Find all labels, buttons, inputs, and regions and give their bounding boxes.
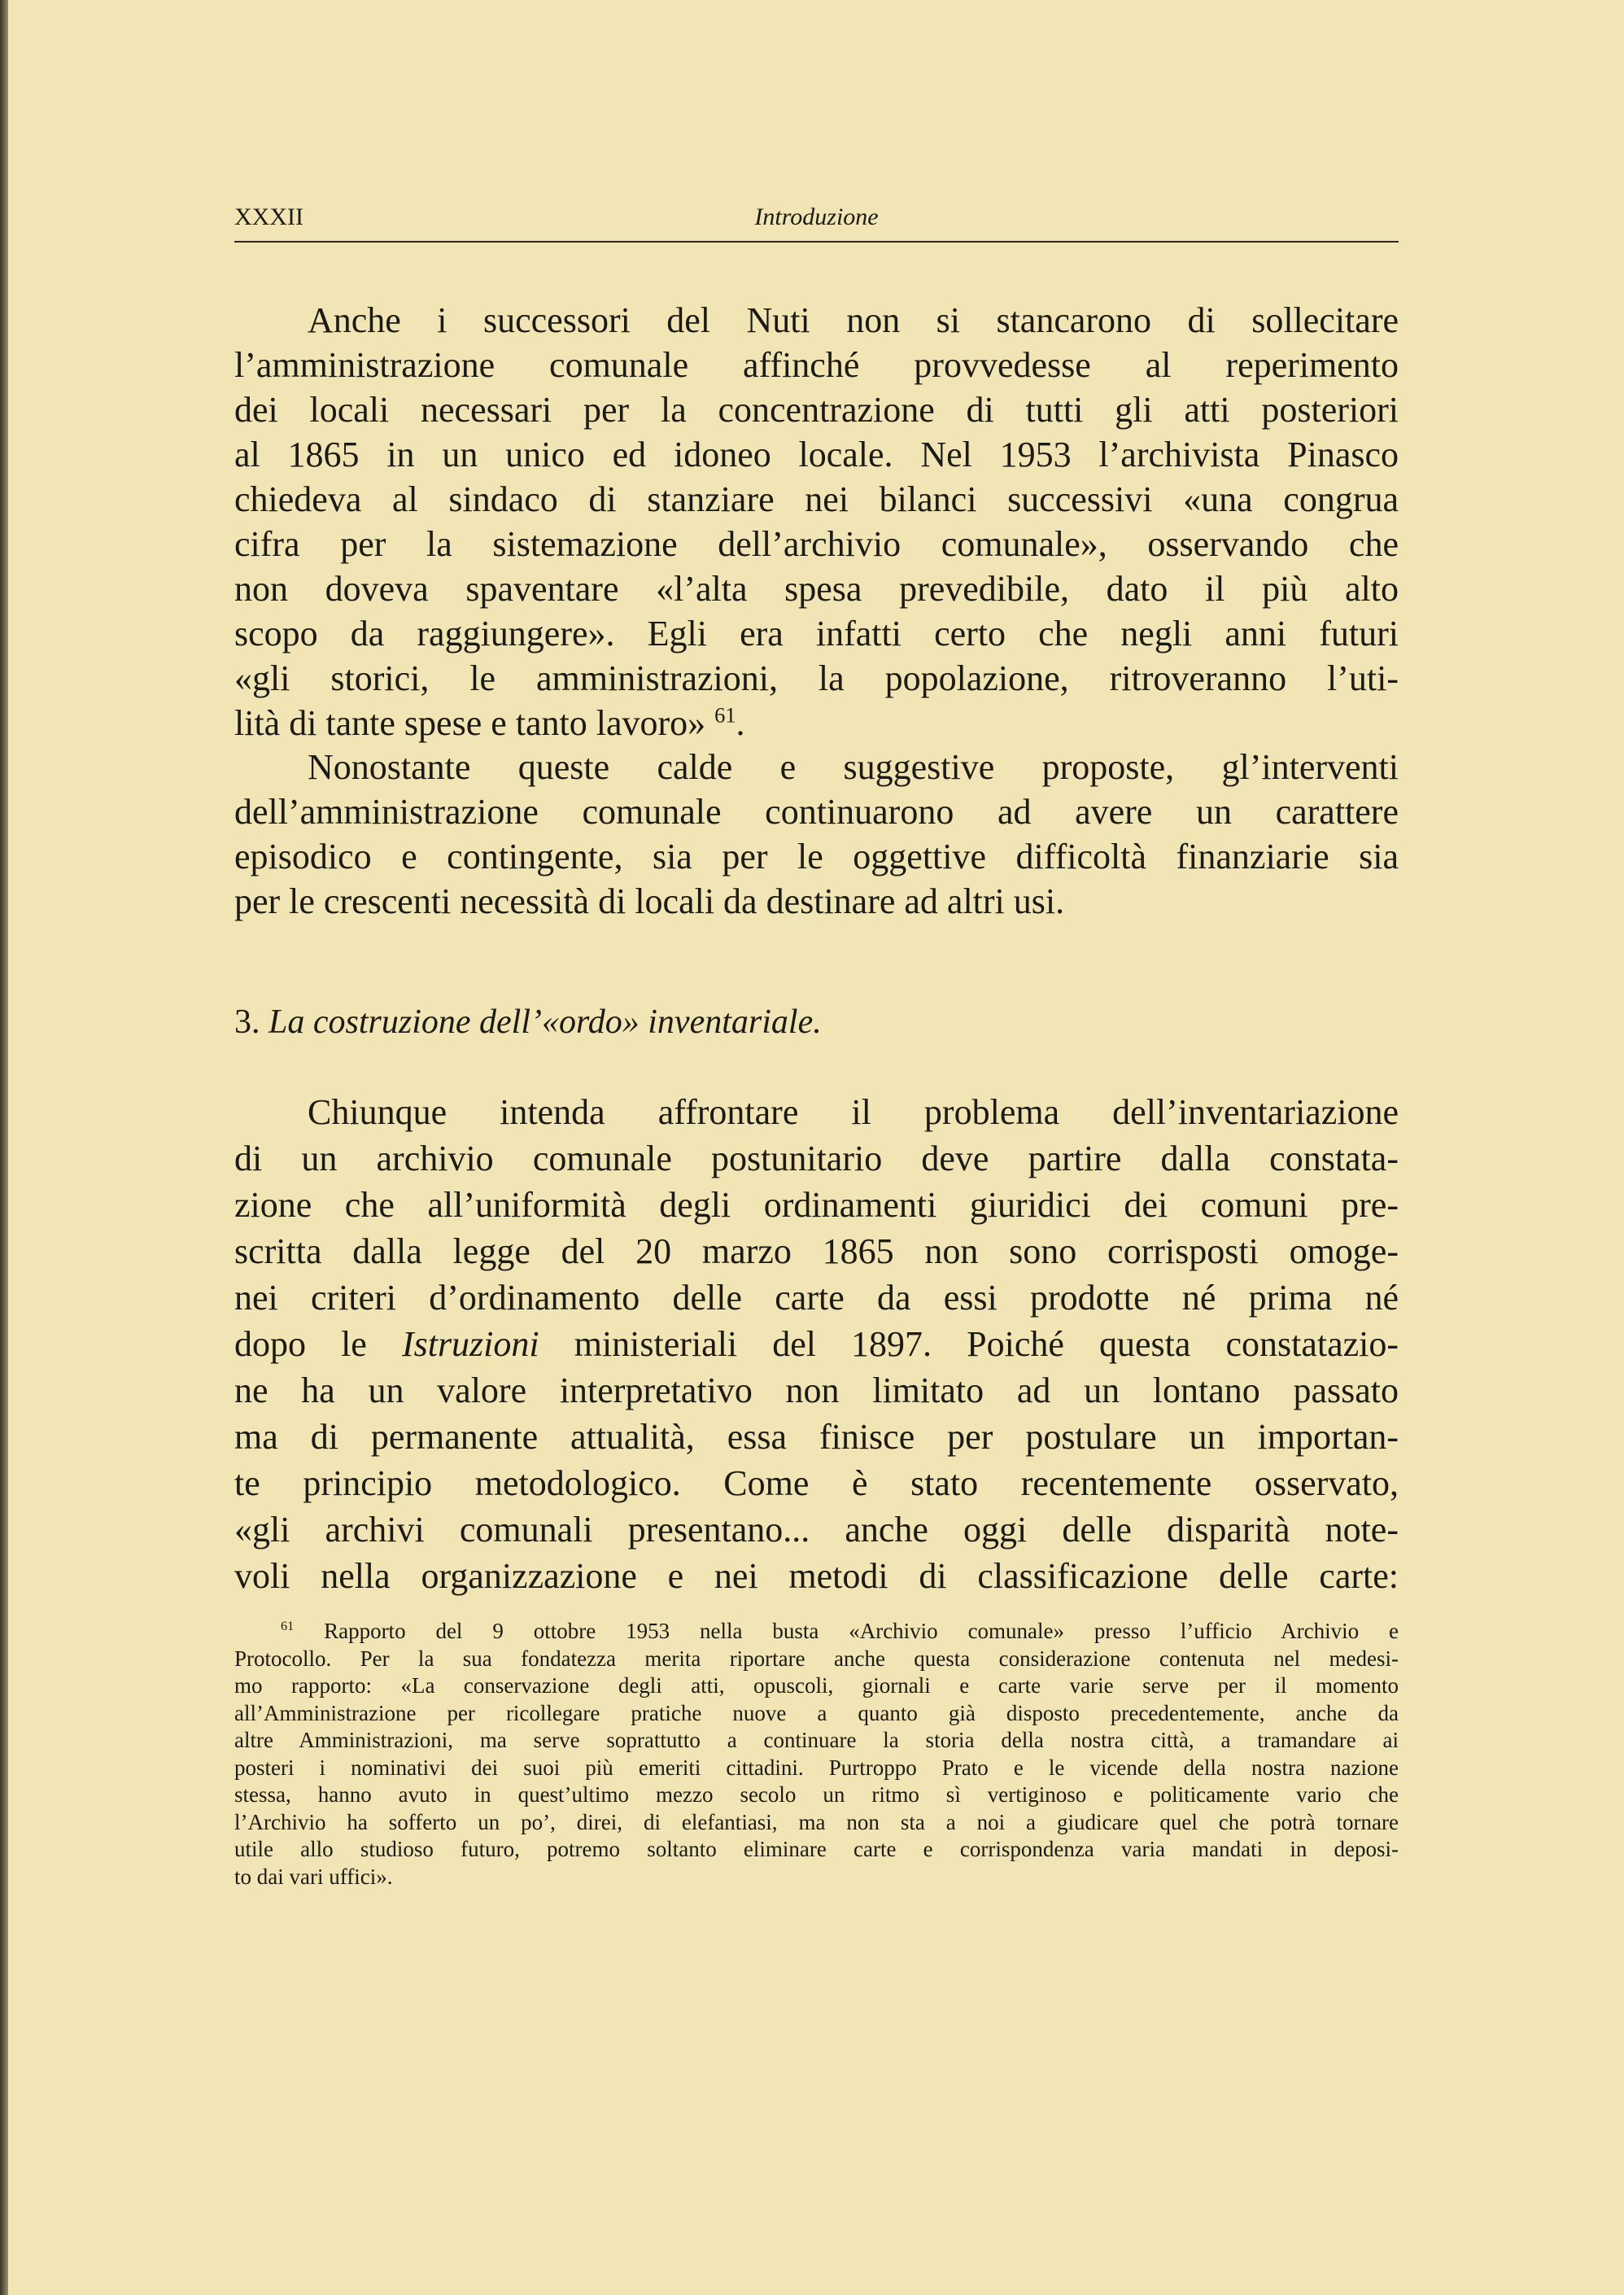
text-line: lità di tante spese e tanto lavoro» $^{61}$. [234,702,745,743]
text-line: posteri i nominativi dei suoi più emeriti cittadini. Purtroppo Prato e le vicende della nostra nazione [234,1755,1399,1780]
text-line: Anche i successori del Nuti non si stancarono di sollecitare [308,300,1399,340]
paragraph-1 [234,298,1399,745]
running-header [234,203,1399,236]
text-line: nei criteri d’ordinamento delle carte da essi prodotte né prima né [234,1278,1399,1318]
text-line: Chiunque intenda affrontare il problema dell’inventariazione [308,1092,1399,1132]
text-line: to dai vari uffici». [234,1864,393,1889]
text-line: non doveva spaventare «l’alta spesa prevedibile, dato il più alto [234,569,1399,609]
text-line: utile allo studioso futuro, potremo soltanto eliminare carte e corrispondenza varia mandati in deposi- [234,1837,1399,1861]
text-line: l’Archivio ha sofferto un po’, direi, di elefantiasi, ma non sta a noi a giudicare quel che potrà tornare [234,1809,1399,1834]
text-line: scritta dalla legge del 20 marzo 1865 non sono corrisposti omoge- [234,1231,1399,1271]
text-line: voli nella organizzazione e nei metodi di classificazione delle carte: [234,1556,1399,1596]
text-line: per le crescenti necessità di locali da destinare ad altri usi. [234,881,1065,921]
text-line: episodico e contingente, sia per le oggettive difficoltà finanziarie sia [234,837,1399,876]
text-line: «gli storici, le amministrazioni, la popolazione, ritroveranno l’uti- [234,658,1399,698]
text-line: l’amministrazione comunale affinché provvedesse al reperimento [234,345,1399,385]
text-line: mo rapporto: «La conservazione degli atti, opuscoli, giornali e carte varie serve per il momento [234,1673,1399,1698]
footnote-number: 61 [281,1619,295,1633]
text-line: ma di permanente attualità, essa finisce per postulare un importan- [234,1417,1399,1457]
text-line: ne ha un valore interpretativo non limitato ad un lontano passato [234,1370,1399,1410]
text-line [234,1321,1399,1367]
paragraph-3 [234,1089,1399,1599]
text-line: di un archivio comunale postunitario deve partire dalla constata- [234,1139,1399,1178]
text-line: dell’amministrazione comunale continuarono ad avere un carattere [234,792,1399,832]
text-line: te principio metodologico. Come è stato recentemente osservato, [234,1463,1399,1503]
text-line: Nonostante queste calde e suggestive proposte, gl’interventi [308,747,1399,787]
text-line: Protocollo. Per la sua fondatezza merita riportare anche questa considerazione contenuta nel medesi- [234,1646,1399,1671]
section-number: 3. [234,1003,260,1041]
text-line: altre Amministrazioni, ma serve soprattutto a continuare la storia della nostra città, a tramandare ai [234,1728,1399,1752]
text-line: all’Amministrazione per ricollegare pratiche nuove a quanto già disposto precedentemente, anche da [234,1700,1399,1725]
footnote-reference[interactable]: 61 [714,702,736,728]
text-line: cifra per la sistemazione dell’archivio comunale», osservando che [234,524,1399,564]
paragraph-2 [234,745,1399,924]
text-fragment: Rapporto del 9 ottobre 1953 nella busta «Archivio comunale» presso l’ufficio Archivio e [324,1619,1399,1643]
footnote-61 [234,1618,1399,1891]
italic-term: Istruzioni [401,1324,539,1364]
text-line: chiedeva al sindaco di stanziare nei bilanci successivi «una congrua [234,479,1399,519]
text-line [234,1618,1399,1646]
text-line: dei locali necessari per la concentrazione di tutti gli atti posteriori [234,390,1399,430]
section-title: La costruzione dell’«ordo» inventariale. [268,1003,822,1041]
section-heading [234,1003,822,1042]
text-fragment: dopo le [234,1324,367,1364]
text-fragment: lità di tante spese e tanto lavoro» [234,703,706,743]
text-line: stessa, hanno avuto in quest’ultimo mezzo secolo un ritmo sì vertiginoso e politicamente vario che [234,1782,1399,1807]
text-line: al 1865 in un unico ed idoneo locale. Nel 1953 l’archivista Pinasco [234,435,1399,474]
running-title: Introduzione [754,203,879,230]
text-line: «gli archivi comunali presentano... anche oggi delle disparità note- [234,1510,1399,1550]
text-line: zione che all’uniformità degli ordinamenti giuridici dei comuni pre- [234,1185,1399,1225]
header-rule [234,241,1399,243]
text-fragment: ministeriali del 1897. Poiché questa constatazio- [574,1324,1399,1364]
page-edge [0,0,8,2295]
page-number: XXXII [234,203,303,230]
text-line: scopo da raggiungere». Egli era infatti certo che negli anni futuri [234,614,1399,654]
